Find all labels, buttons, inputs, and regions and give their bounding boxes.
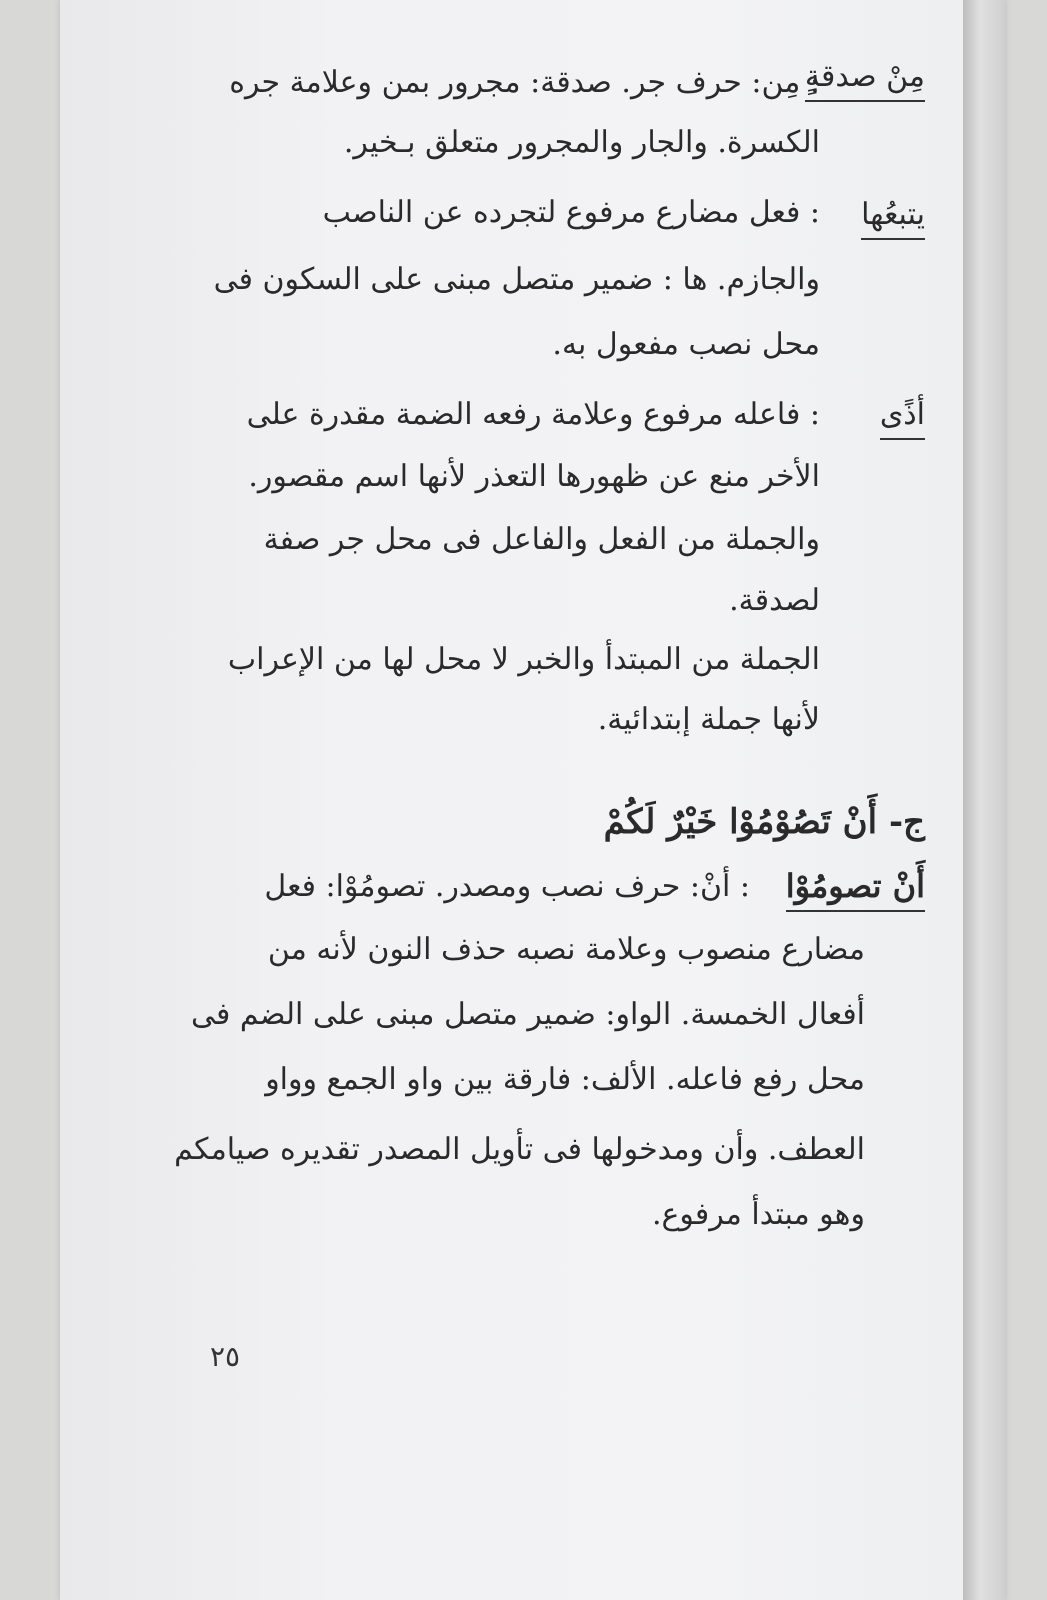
page-number: ٢٥ [210,1340,241,1373]
block3-line-3: والجملة من الفعل والفاعل فى محل جر صفة [263,522,820,557]
block3-line-1: : فاعله مرفوع وعلامة رفعه الضمة مقدرة على [246,397,820,432]
block5-line-2: مضارع منصوب وعلامة نصبه حذف النون لأنه من [267,932,865,967]
block2-line-2: والجازم. ها : ضمير متصل مبنى على السكون فى [213,262,820,297]
block3-line-4: لصدقة. [729,583,820,618]
term-an-tasumu: أَنْ تصومُوْا [785,867,925,905]
block5-line-5: العطف. وأن ومدخولها فى تأويل المصدر تقديره صيامكم [174,1132,865,1167]
block1-line-2: الكسرة. والجار والمجرور متعلق بـخير. [343,125,820,160]
block5-line-6: وهو مبتدأ مرفوع. [651,1197,865,1232]
section-heading: ج- أَنْ تَصُوْمُوْا خَيْرٌ لَكُمْ [603,802,925,842]
block2-line-1: : فعل مضارع مرفوع لتجرده عن الناصب [322,195,820,230]
block1-line-1: : مِن: حرف جر. صدقة: مجرور بمن وعلامة جره [229,65,820,100]
block5-line-3: أفعال الخمسة. الواو: ضمير متصل مبنى على الضم فى [191,997,865,1032]
block4-line-1: الجملة من المبتدأ والخبر لا محل لها من الإعراب [227,642,820,677]
block5-line-4: محل رفع فاعله. الألف: فارقة بين واو الجمع وواو [265,1062,865,1097]
block3-line-2: الأخر منع عن ظهورها التعذر لأنها اسم مقصور. [248,459,820,494]
book-page [60,0,1005,1600]
term-yatbauha: يتبعُها [861,197,925,232]
block2-line-3: محل نصب مفعول به. [552,327,820,362]
page-edge [963,0,1005,1600]
term-min-sadaqah: مِنْ صدقةٍ [804,59,925,94]
block4-line-2: لأنها جملة إبتدائية. [597,702,820,737]
term-adha: أذًى [879,397,925,432]
block5-line-1: : أنْ: حرف نصب ومصدر. تصومُوْا: فعل [264,869,750,904]
